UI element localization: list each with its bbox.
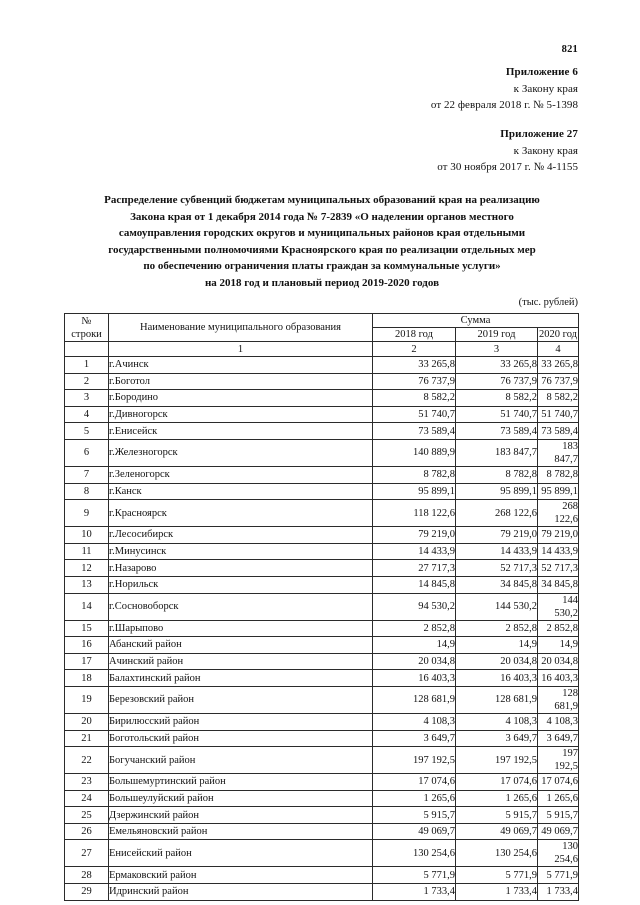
- cell-sum-2019: 4 108,3: [456, 713, 538, 730]
- cell-sum-2019: 130 254,6: [456, 840, 538, 867]
- cell-municipality-name: г.Канск: [109, 483, 373, 500]
- cell-row-number: 21: [65, 730, 109, 747]
- cell-row-number: 27: [65, 840, 109, 867]
- cell-sum-2019: 79 219,0: [456, 527, 538, 544]
- cell-row-number: 24: [65, 790, 109, 807]
- column-number-1: 1: [109, 342, 373, 357]
- cell-sum-2019: 3 649,7: [456, 730, 538, 747]
- cell-sum-2020: 4 108,3: [538, 713, 579, 730]
- cell-municipality-name: Идринский район: [109, 884, 373, 901]
- cell-sum-2018: 3 649,7: [373, 730, 456, 747]
- table-column-numbering-row: [65, 342, 579, 357]
- cell-row-number: 10: [65, 527, 109, 544]
- approval-reference-1: [431, 64, 578, 114]
- table-row: [65, 867, 579, 884]
- cell-row-number: 5: [65, 423, 109, 440]
- table-row: [65, 807, 579, 824]
- cell-row-number: 3: [65, 390, 109, 407]
- document-title-line: государственными полномочиями Красноярского края по реализации отдельных мер: [108, 243, 536, 256]
- document-title: [56, 192, 588, 292]
- approval-law-1: к Закону края: [513, 82, 578, 95]
- cell-sum-2018: 140 889,9: [373, 439, 456, 466]
- cell-municipality-name: г.Норильск: [109, 576, 373, 593]
- document-title-line: Распределение субвенций бюджетам муниципальных образований края на реализацию: [104, 194, 540, 206]
- table-row: [65, 823, 579, 840]
- cell-sum-2020: 8 582,2: [538, 390, 579, 407]
- cell-row-number: 26: [65, 823, 109, 840]
- cell-sum-2020: 130 254,6: [538, 840, 579, 867]
- cell-municipality-name: Бирилюсский район: [109, 713, 373, 730]
- cell-municipality-name: Емельяновский район: [109, 823, 373, 840]
- cell-row-number: 23: [65, 774, 109, 791]
- cell-municipality-name: Енисейский район: [109, 840, 373, 867]
- cell-sum-2020: 5 771,9: [538, 867, 579, 884]
- column-header-year-2019: 2019 год: [456, 328, 538, 342]
- cell-sum-2018: 1 733,4: [373, 884, 456, 901]
- table-row: [65, 527, 579, 544]
- table-row: [65, 593, 579, 620]
- cell-municipality-name: г.Минусинск: [109, 543, 373, 560]
- approval-date-1: от 22 февраля 2018 г. № 5-1398: [430, 99, 578, 111]
- cell-sum-2018: 16 403,3: [373, 670, 456, 687]
- approval-title-2: Приложение 27: [500, 128, 578, 140]
- cell-sum-2019: 14 433,9: [456, 543, 538, 560]
- table-row: [65, 637, 579, 654]
- cell-municipality-name: Большемуртинский район: [109, 774, 373, 791]
- cell-municipality-name: Богучанский район: [109, 747, 373, 774]
- cell-row-number: 19: [65, 686, 109, 713]
- document-title-line: Закона края от 1 декабря 2014 года № 7-2839 «О наделении органов местного: [130, 210, 514, 223]
- cell-municipality-name: г.Лесосибирск: [109, 527, 373, 544]
- cell-sum-2018: 14,9: [373, 637, 456, 654]
- cell-sum-2020: 73 589,4: [538, 423, 579, 440]
- cell-municipality-name: Боготольский район: [109, 730, 373, 747]
- cell-sum-2018: 4 108,3: [373, 713, 456, 730]
- column-header-row-number-line2: строки: [71, 328, 102, 340]
- cell-sum-2018: 5 771,9: [373, 867, 456, 884]
- table-row: [65, 774, 579, 791]
- cell-municipality-name: Балахтинский район: [109, 670, 373, 687]
- cell-sum-2020: 8 782,8: [538, 466, 579, 483]
- cell-sum-2018: 14 845,8: [373, 576, 456, 593]
- cell-sum-2018: 95 899,1: [373, 483, 456, 500]
- cell-row-number: 28: [65, 867, 109, 884]
- cell-row-number: 12: [65, 560, 109, 577]
- document-title-line: по обеспечению ограничения платы граждан за коммунальные услуги»: [143, 260, 501, 273]
- cell-row-number: 1: [65, 357, 109, 374]
- cell-municipality-name: г.Бородино: [109, 390, 373, 407]
- cell-sum-2019: 8 782,8: [456, 466, 538, 483]
- cell-sum-2019: 183 847,7: [456, 439, 538, 466]
- table-row: [65, 357, 579, 374]
- table-row: [65, 670, 579, 687]
- column-header-sum-group: Сумма: [373, 314, 579, 328]
- cell-sum-2018: 197 192,5: [373, 747, 456, 774]
- cell-sum-2018: 73 589,4: [373, 423, 456, 440]
- cell-municipality-name: г.Дивногорск: [109, 406, 373, 423]
- approval-reference-2: [437, 126, 578, 176]
- table-head: [65, 314, 579, 357]
- cell-row-number: 20: [65, 713, 109, 730]
- cell-municipality-name: Абанский район: [109, 637, 373, 654]
- cell-sum-2019: 51 740,7: [456, 406, 538, 423]
- cell-sum-2018: 94 530,2: [373, 593, 456, 620]
- table-row: [65, 884, 579, 901]
- cell-municipality-name: г.Железногорск: [109, 439, 373, 466]
- cell-sum-2020: 17 074,6: [538, 774, 579, 791]
- cell-sum-2018: 14 433,9: [373, 543, 456, 560]
- cell-sum-2020: 51 740,7: [538, 406, 579, 423]
- cell-sum-2019: 197 192,5: [456, 747, 538, 774]
- cell-row-number: 4: [65, 406, 109, 423]
- units-note: (тыс. рублей): [518, 297, 578, 308]
- approval-date-2: от 30 ноября 2017 г. № 4-1155: [437, 161, 578, 173]
- cell-sum-2020: 16 403,3: [538, 670, 579, 687]
- cell-sum-2020: 5 915,7: [538, 807, 579, 824]
- table-row: [65, 390, 579, 407]
- table-body: [65, 357, 579, 901]
- cell-sum-2020: 1 733,4: [538, 884, 579, 901]
- table-row: [65, 423, 579, 440]
- cell-sum-2019: 52 717,3: [456, 560, 538, 577]
- cell-sum-2018: 1 265,6: [373, 790, 456, 807]
- cell-row-number: 8: [65, 483, 109, 500]
- column-number-0: [65, 342, 109, 357]
- cell-municipality-name: Большеулуйский район: [109, 790, 373, 807]
- page-number: 821: [561, 44, 578, 55]
- cell-sum-2019: 268 122,6: [456, 500, 538, 527]
- table-row: [65, 543, 579, 560]
- cell-municipality-name: г.Ачинск: [109, 357, 373, 374]
- table-row: [65, 790, 579, 807]
- cell-sum-2019: 128 681,9: [456, 686, 538, 713]
- cell-row-number: 9: [65, 500, 109, 527]
- cell-municipality-name: г.Енисейск: [109, 423, 373, 440]
- cell-sum-2018: 76 737,9: [373, 373, 456, 390]
- cell-sum-2018: 5 915,7: [373, 807, 456, 824]
- cell-sum-2019: 49 069,7: [456, 823, 538, 840]
- cell-sum-2018: 118 122,6: [373, 500, 456, 527]
- table-row: [65, 560, 579, 577]
- cell-municipality-name: Ермаковский район: [109, 867, 373, 884]
- column-header-row-number: [65, 314, 109, 342]
- cell-sum-2018: 20 034,8: [373, 653, 456, 670]
- column-header-year-2018: 2018 год: [373, 328, 456, 342]
- table-row: [65, 466, 579, 483]
- table-row: [65, 840, 579, 867]
- approval-law-2: к Закону края: [513, 144, 578, 157]
- cell-sum-2020: 144 530,2: [538, 593, 579, 620]
- subventions-table: [64, 313, 579, 901]
- cell-sum-2019: 1 733,4: [456, 884, 538, 901]
- column-number-3: 3: [456, 342, 538, 357]
- table-row: [65, 747, 579, 774]
- cell-sum-2020: 3 649,7: [538, 730, 579, 747]
- cell-municipality-name: Березовский район: [109, 686, 373, 713]
- cell-sum-2020: 1 265,6: [538, 790, 579, 807]
- cell-sum-2018: 8 582,2: [373, 390, 456, 407]
- cell-sum-2019: 17 074,6: [456, 774, 538, 791]
- cell-row-number: 18: [65, 670, 109, 687]
- cell-row-number: 7: [65, 466, 109, 483]
- cell-sum-2019: 1 265,6: [456, 790, 538, 807]
- cell-municipality-name: г.Сосновоборск: [109, 593, 373, 620]
- cell-sum-2020: 49 069,7: [538, 823, 579, 840]
- cell-sum-2019: 16 403,3: [456, 670, 538, 687]
- cell-sum-2020: 52 717,3: [538, 560, 579, 577]
- cell-sum-2020: 2 852,8: [538, 620, 579, 637]
- cell-row-number: 22: [65, 747, 109, 774]
- cell-sum-2020: 268 122,6: [538, 500, 579, 527]
- column-header-name: Наименование муниципального образования: [109, 314, 373, 342]
- document-title-line: самоуправления городских округов и муниципальных районов края отдельными: [118, 227, 526, 240]
- cell-sum-2018: 79 219,0: [373, 527, 456, 544]
- cell-sum-2019: 34 845,8: [456, 576, 538, 593]
- cell-sum-2020: 197 192,5: [538, 747, 579, 774]
- column-header-year-2020: 2020 год: [539, 329, 577, 340]
- cell-sum-2018: 27 717,3: [373, 560, 456, 577]
- table-row: [65, 730, 579, 747]
- table-row: [65, 620, 579, 637]
- cell-sum-2020: 20 034,8: [538, 653, 579, 670]
- cell-municipality-name: Дзержинский район: [109, 807, 373, 824]
- cell-municipality-name: Ачинский район: [109, 653, 373, 670]
- cell-sum-2020: 14,9: [538, 637, 579, 654]
- cell-sum-2019: 5 771,9: [456, 867, 538, 884]
- cell-sum-2020: 95 899,1: [538, 483, 579, 500]
- cell-row-number: 16: [65, 637, 109, 654]
- column-header-row-number-line1: №: [81, 315, 92, 327]
- cell-row-number: 17: [65, 653, 109, 670]
- cell-municipality-name: г.Боготол: [109, 373, 373, 390]
- cell-row-number: 25: [65, 807, 109, 824]
- table-row: [65, 439, 579, 466]
- table-row: [65, 406, 579, 423]
- cell-sum-2019: 14,9: [456, 637, 538, 654]
- table-header-row-main: [65, 314, 579, 328]
- cell-row-number: 6: [65, 439, 109, 466]
- table-row: [65, 653, 579, 670]
- cell-sum-2020: 128 681,9: [538, 686, 579, 713]
- cell-sum-2018: 130 254,6: [373, 840, 456, 867]
- cell-municipality-name: г.Зеленогорск: [109, 466, 373, 483]
- table-row: [65, 686, 579, 713]
- cell-sum-2020: 34 845,8: [538, 576, 579, 593]
- cell-sum-2018: 33 265,8: [373, 357, 456, 374]
- cell-row-number: 14: [65, 593, 109, 620]
- cell-sum-2020: 76 737,9: [538, 373, 579, 390]
- cell-sum-2019: 76 737,9: [456, 373, 538, 390]
- cell-municipality-name: г.Красноярск: [109, 500, 373, 527]
- cell-sum-2019: 8 582,2: [456, 390, 538, 407]
- cell-sum-2020: 14 433,9: [538, 543, 579, 560]
- approval-title-1: Приложение 6: [505, 66, 578, 78]
- cell-sum-2019: 73 589,4: [456, 423, 538, 440]
- cell-sum-2019: 2 852,8: [456, 620, 538, 637]
- subventions-table-container: [64, 313, 578, 901]
- cell-row-number: 11: [65, 543, 109, 560]
- cell-sum-2020: 33 265,8: [538, 357, 579, 374]
- cell-row-number: 2: [65, 373, 109, 390]
- table-row: [65, 500, 579, 527]
- cell-sum-2019: 20 034,8: [456, 653, 538, 670]
- table-row: [65, 713, 579, 730]
- table-row: [65, 373, 579, 390]
- column-number-4: 4: [538, 342, 579, 357]
- cell-municipality-name: г.Шарыпово: [109, 620, 373, 637]
- cell-sum-2019: 5 915,7: [456, 807, 538, 824]
- document-title-line: на 2018 год и плановый период 2019-2020 годов: [204, 276, 440, 289]
- cell-sum-2018: 2 852,8: [373, 620, 456, 637]
- cell-sum-2018: 8 782,8: [373, 466, 456, 483]
- cell-sum-2020: 79 219,0: [538, 527, 579, 544]
- cell-sum-2018: 128 681,9: [373, 686, 456, 713]
- cell-row-number: 13: [65, 576, 109, 593]
- cell-sum-2018: 51 740,7: [373, 406, 456, 423]
- table-row: [65, 576, 579, 593]
- cell-sum-2020: 183 847,7: [538, 439, 579, 466]
- cell-sum-2019: 33 265,8: [456, 357, 538, 374]
- cell-sum-2019: 95 899,1: [456, 483, 538, 500]
- table-row: [65, 483, 579, 500]
- cell-row-number: 15: [65, 620, 109, 637]
- cell-sum-2019: 144 530,2: [456, 593, 538, 620]
- column-number-2: 2: [373, 342, 456, 357]
- cell-row-number: 29: [65, 884, 109, 901]
- cell-sum-2018: 49 069,7: [373, 823, 456, 840]
- cell-municipality-name: г.Назарово: [109, 560, 373, 577]
- cell-sum-2018: 17 074,6: [373, 774, 456, 791]
